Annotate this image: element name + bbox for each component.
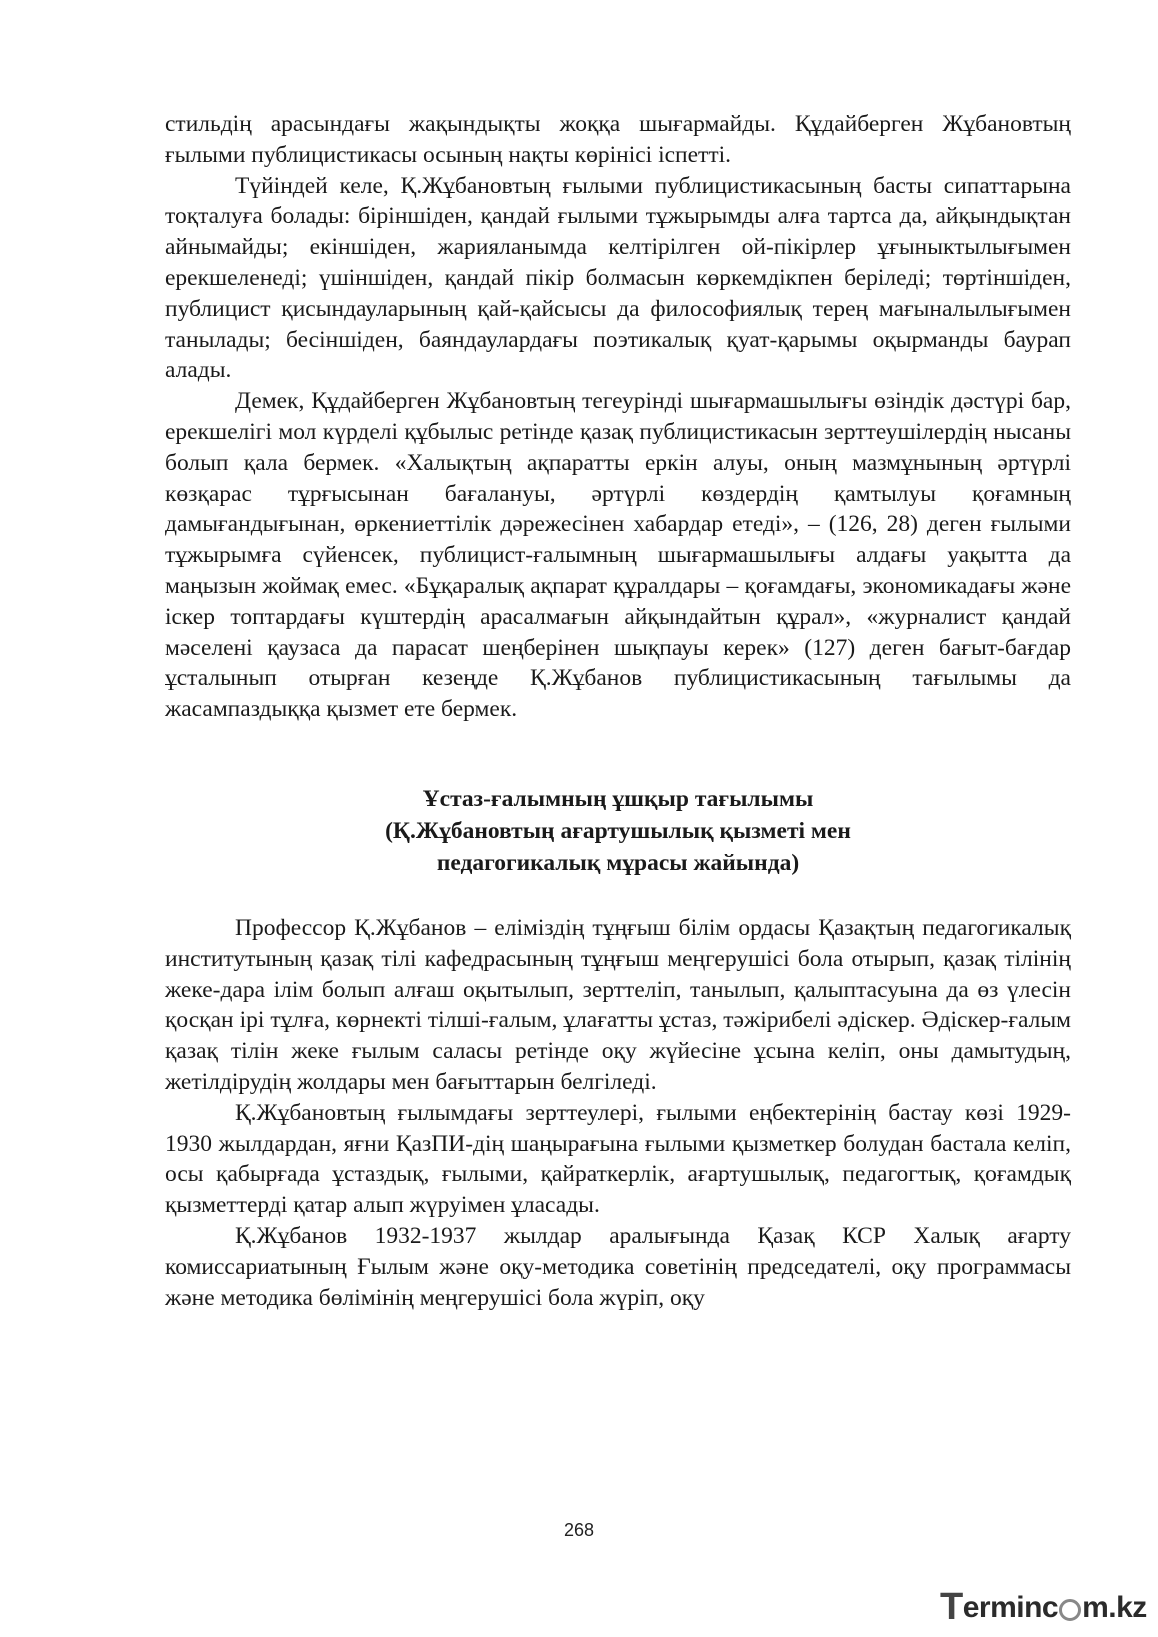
paragraph-6: Қ.Жұбанов 1932-1937 жылдар аралығында Қазақ КСР Халық ағарту комиссариатының Ғылым және оқу-методика советінің председателі, оқу программасы және методика бөлімінің меңгерушісі бола жүріп, оқу	[165, 1222, 1071, 1311]
paragraph-3: Демек, Құдайберген Жұбановтың тегеурінді шығармашылығы өзіндік дәстүрі бар, ерекшелігі мол күрделі құбылыс ретінде қазақ публицистикасын зерттеушілердің нысаны болып қала бермек. «Халықтың ақпаратты еркін алуы, оның мазмұнының әртүрлі көзқарас тұрғысынан бағалануы, әртүрлі көздердің қамтылуы қоғамның дамығандығынан, өркениеттілік дәрежесінен хабардар етеді», – (126, 28) деген ғылыми тұжырымға сүйенсек, публицист-ғалымның шығармашылығы алдағы уақытта да маңызын жоймақ емес. «Бұқаралық ақпарат құралдары – қоғамдағы, экономикадағы және іскер топтардағы күштердің арасалмағын айқындайтын құрал», «журналист қандай мәселені қаузаса да парасат шеңберінен шықпауы керек» (127) деген бағыт-бағдар ұсталынып отырған кезеңде Қ.Жұбанов публицистикасының тағылымы да жасампаздыққа қызмет ете бермек.	[165, 388, 1071, 723]
watermark-text-middle: erminc	[962, 1590, 1059, 1624]
watermark-text-end: m.kz	[1082, 1590, 1147, 1624]
document-body	[165, 109, 1071, 1313]
paragraph-5: Қ.Жұбановтың ғылымдағы зерттеулері, ғылыми еңбектерінің бастау көзі 1929-1930 жылдардан, яғни ҚазПИ-дің шаңырағына ғылыми қызметкер болудан бастала келіп, осы қабырғада ұстаздық, ғылыми, қайраткерлік, ағартушылық, педагогтық, қоғамдық қызметтерді қатар алып жүруімен ұласады.	[165, 1099, 1071, 1219]
paragraph-1: стильдің арасындағы жақындықты жоққа шығармайды. Құдайберген Жұбановтың ғылыми публицистикасы осының нақты көрінісі іспетті.	[165, 111, 1071, 168]
section-heading	[165, 783, 1071, 879]
section-heading-line-2: (Қ.Жұбановтың ағартушылық қызметі мен	[385, 817, 851, 844]
section-heading-line-1: Ұстаз-ғалымның ұшқыр тағылымы	[422, 785, 814, 812]
paragraph-2: Түйіндей келе, Қ.Жұбановтың ғылыми публицистикасының басты сипаттарына тоқталуға болады: біріншіден, қандай ғылыми тұжырымды алға тартса да, айқындықтан айнымайды; екіншіден, жарияланымда келтірілген ой-пікірлер ұғыныктылығымен ерекшеленеді; үшіншіден, қандай пікір болмасын көркемдікпен беріледі; төртіншіден, публицист қисындауларының қай-қайсысы да философиялық терең мағыналылығымен танылады; бесіншіден, баяндаулардағы поэтикалық қуат-қарымы оқырманды баурап алады.	[165, 172, 1071, 384]
magnifier-icon	[1059, 1599, 1081, 1621]
paragraph-4: Профессор Қ.Жұбанов – еліміздің тұңғыш білім ордасы Қазақтың педагогикалық институтының қазақ тілі кафедрасының тұңғыш меңгерушісі бола отырып, қазақ тілінің жеке-дара ілім болып алғаш оқытылып, зерттеліп, танылып, қалыптасуына да өз үлесін қосқан ірі тұлға, көрнекті тілші-ғалым, ұлағатты ұстаз, тәжірибелі әдіскер. Әдіскер-ғалым қазақ тілін жеке ғылым саласы ретінде оқу жүйесіне ұсына келіп, оны дамытудың, жетілдірудің жолдары мен бағыттарын белгіледі.	[165, 914, 1071, 1095]
page-number: 268	[563, 1520, 595, 1540]
section-heading-line-3: педагогикалық мұрасы жайында)	[436, 849, 800, 876]
watermark-letter: T	[940, 1586, 963, 1628]
site-watermark-logo	[940, 1586, 1147, 1629]
